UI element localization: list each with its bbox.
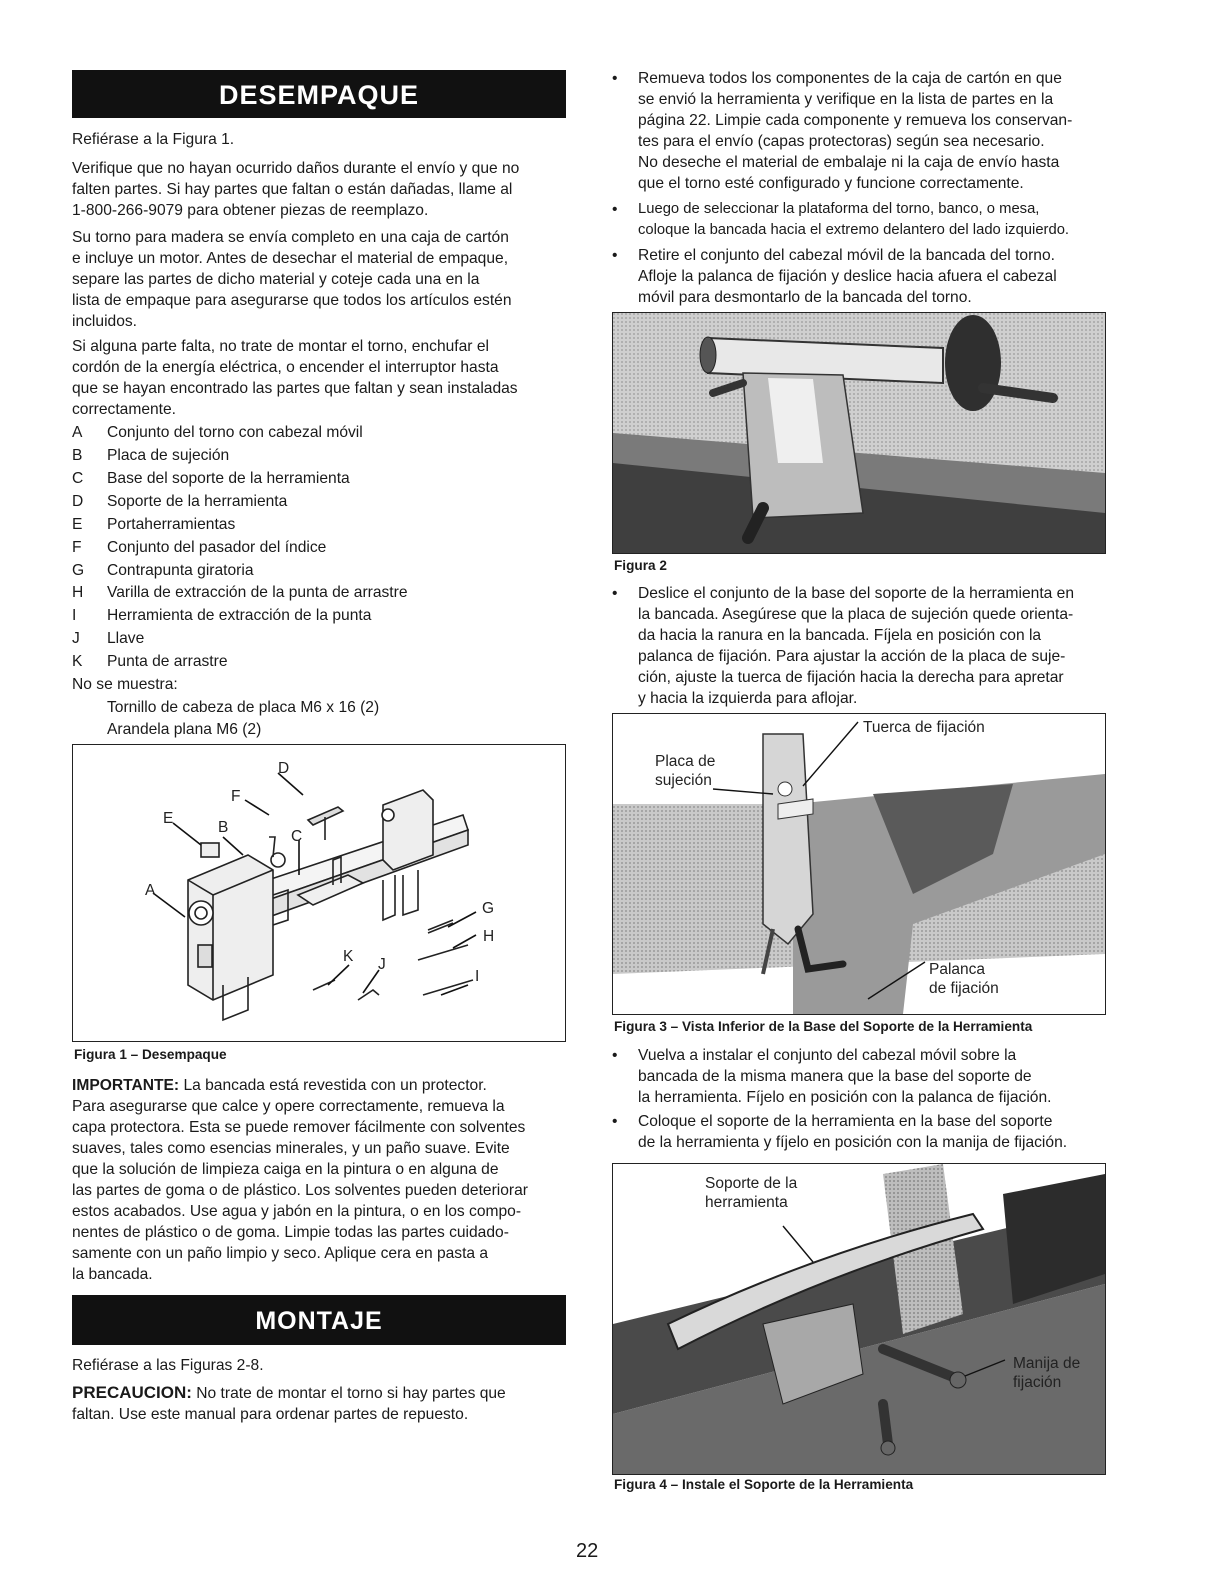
section-banner-montaje xyxy=(72,1295,566,1345)
paragraph: Refiérase a las Figuras 2-8. xyxy=(72,1357,264,1374)
part-letter: J xyxy=(72,630,80,647)
part-letter: E xyxy=(72,516,83,533)
text: La bancada está revestida con un protector. xyxy=(179,1077,487,1094)
part-letter: H xyxy=(72,584,84,601)
line: Verifique que no hayan ocurrido daños durante el envío y que no xyxy=(72,160,520,177)
bullet-text xyxy=(638,1045,1051,1108)
line: tes para el envío (capas protectoras) según sea necesario. xyxy=(638,133,1045,150)
line: Afloje la palanca de fijación y deslice hacia afuera el cabezal xyxy=(638,268,1057,285)
line: se envió la herramienta y verifique en la lista de partes en la xyxy=(638,91,1054,108)
bullet-icon: • xyxy=(612,1047,618,1064)
line: fijación xyxy=(1013,1374,1062,1391)
line: Remueva todos los componentes de la caja de cartón en que xyxy=(638,70,1062,87)
callout-letter: C xyxy=(291,828,303,845)
not-shown-item: Tornillo de cabeza de placa M6 x 16 (2) xyxy=(107,699,380,716)
line: Manija de xyxy=(1013,1355,1081,1372)
line: Palanca xyxy=(929,961,986,978)
part-label: Soporte de la herramienta xyxy=(107,493,288,510)
page-number: 22 xyxy=(576,1540,599,1562)
line: correctamente. xyxy=(72,401,177,418)
bullet-text xyxy=(638,68,1072,194)
callout-letter: G xyxy=(482,900,495,917)
label-manija xyxy=(1013,1354,1080,1392)
label-tuerca: Tuerca de fijación xyxy=(863,719,985,736)
line: Si alguna parte falta, no trate de montar el torno, enchufar el xyxy=(72,338,489,355)
bullet-text xyxy=(638,199,1069,241)
callout-letter: F xyxy=(231,788,241,805)
line: separe las partes de dicho material y coteje cada una en la xyxy=(72,271,480,288)
line xyxy=(72,1382,572,1404)
important-paragraph xyxy=(72,1075,572,1285)
line: que el torno esté configurado y funcione correctamente. xyxy=(638,175,1024,192)
line: nentes de plástico o de goma. Limpie todas las partes cuidado- xyxy=(72,1224,509,1241)
part-label: Conjunto del torno con cabezal móvil xyxy=(107,424,363,441)
line: faltan. Use este manual para ordenar partes de repuesto. xyxy=(72,1406,469,1423)
paragraph xyxy=(72,158,572,221)
callout-letter: D xyxy=(278,760,290,777)
line: la bancada. Asegúrese que la placa de sujeción quede orienta- xyxy=(638,606,1074,623)
line: suaves, tales como esencias minerales, y un paño suave. Evite xyxy=(72,1140,510,1157)
callout-letter: B xyxy=(218,819,229,836)
part-label: Portaherramientas xyxy=(107,516,236,533)
callout-letter: E xyxy=(163,810,174,827)
line: coloque la bancada hacia el extremo delantero del lado izquierdo. xyxy=(638,222,1070,238)
label-placa xyxy=(655,752,715,790)
part-letter: A xyxy=(72,424,83,441)
bullet-icon: • xyxy=(612,247,618,264)
line: bancada de la misma manera que la base del soporte de xyxy=(638,1068,1032,1085)
part-label: Herramienta de extracción de la punta xyxy=(107,607,372,624)
bullet-icon: • xyxy=(612,70,618,87)
line: Luego de seleccionar la plataforma del torno, banco, o mesa, xyxy=(638,201,1040,217)
line: ción, ajuste la tuerca de fijación hacia la derecha para apretar xyxy=(638,669,1064,686)
line: e incluye un motor. Antes de desechar el material de empaque, xyxy=(72,250,509,267)
line: la herramienta. Fíjelo en posición con la palanca de fijación. xyxy=(638,1089,1052,1106)
text: No trate de montar el torno si hay partes que xyxy=(191,1385,506,1402)
line: y hacia la izquierda para aflojar. xyxy=(638,690,858,707)
part-label: Varilla de extracción de la punta de arrastre xyxy=(107,584,408,601)
line: Coloque el soporte de la herramienta en la base del soporte xyxy=(638,1113,1053,1130)
part-letter: I xyxy=(72,607,77,624)
line: palanca de fijación. Para ajustar la acción de la placa de suje- xyxy=(638,648,1066,665)
part-letter: B xyxy=(72,447,83,464)
figure-1-caption: Figura 1 – Desempaque xyxy=(74,1047,227,1062)
figure-3-caption: Figura 3 – Vista Inferior de la Base del Soporte de la Herramienta xyxy=(614,1019,1033,1034)
not-shown-item: Arandela plana M6 (2) xyxy=(107,721,262,738)
part-label: Contrapunta giratoria xyxy=(107,562,254,579)
part-letter: C xyxy=(72,470,84,487)
line: Placa de xyxy=(655,753,716,770)
paragraph: Refiérase a la Figura 1. xyxy=(72,131,235,148)
label-palanca xyxy=(929,960,999,998)
part-letter: G xyxy=(72,562,85,579)
line: lista de empaque para asegurarse que todos los artículos estén xyxy=(72,292,512,309)
line: Su torno para madera se envía completo en una caja de cartón xyxy=(72,229,509,246)
figure-3-box xyxy=(612,713,1106,1015)
line: samente con un paño limpio y seco. Aplique cera en pasta a xyxy=(72,1245,489,1262)
line: página 22. Limpie cada componente y remueva los conservan- xyxy=(638,112,1073,129)
paragraph xyxy=(72,336,572,420)
line: Soporte de la xyxy=(705,1175,798,1192)
line: Deslice el conjunto de la base del soporte de la herramienta en xyxy=(638,585,1075,602)
line: No deseche el material de embalaje ni la caja de envío hasta xyxy=(638,154,1060,171)
line: que se hayan encontrado las partes que faltan y sean instaladas xyxy=(72,380,518,397)
part-label: Punta de arrastre xyxy=(107,653,228,670)
line: Para asegurarse que calce y opere correctamente, remueva la xyxy=(72,1098,505,1115)
section-title: DESEMPAQUE xyxy=(218,80,420,110)
line: Retire el conjunto del cabezal móvil de la bancada del torno. xyxy=(638,247,1055,264)
figure-4-box xyxy=(612,1163,1106,1475)
line xyxy=(72,1075,572,1096)
callout-letter: I xyxy=(475,968,480,985)
bullet-text xyxy=(638,583,1074,709)
line: sujeción xyxy=(655,772,712,789)
part-letter: K xyxy=(72,653,83,670)
bullet-text xyxy=(638,245,1057,308)
line: estos acabados. Use agua y jabón en la pintura, o en los compo- xyxy=(72,1203,522,1220)
line: herramienta xyxy=(705,1194,788,1211)
part-label: Conjunto del pasador del índice xyxy=(107,539,327,556)
line: de la herramienta y fíjelo en posición con la manija de fijación. xyxy=(638,1134,1068,1151)
bullet-icon: • xyxy=(612,201,618,218)
line: cordón de la energía eléctrica, o encender el interruptor hasta xyxy=(72,359,499,376)
caution-paragraph xyxy=(72,1382,572,1425)
bullet-text xyxy=(638,1111,1067,1153)
line: incluidos. xyxy=(72,313,138,330)
callout-letter: K xyxy=(343,948,354,965)
figure-4-caption: Figura 4 – Instale el Soporte de la Herramienta xyxy=(614,1477,914,1492)
figure-2-box xyxy=(612,312,1106,554)
line: las partes de goma o de plástico. Los solventes pueden deteriorar xyxy=(72,1182,528,1199)
bullet-icon: • xyxy=(612,1113,618,1130)
line: Vuelva a instalar el conjunto del cabezal móvil sobre la xyxy=(638,1047,1017,1064)
caution-label: PRECAUCION: xyxy=(72,1383,192,1402)
not-shown-label: No se muestra: xyxy=(72,676,178,693)
line: la bancada. xyxy=(72,1266,153,1283)
line: que la solución de limpieza caiga en la pintura o en alguna de xyxy=(72,1161,499,1178)
part-letter: F xyxy=(72,539,82,556)
bullet-icon: • xyxy=(612,585,618,602)
tailstock-photo xyxy=(613,313,1105,553)
line: falten partes. Si hay partes que faltan o están dañadas, llame al xyxy=(72,181,513,198)
line: 1-800-266-9079 para obtener piezas de reemplazo. xyxy=(72,202,429,219)
part-label: Llave xyxy=(107,630,145,647)
tool-rest-install-photo xyxy=(613,1164,1105,1474)
section-title: MONTAJE xyxy=(255,1307,383,1335)
figure-1-box xyxy=(72,744,566,1042)
section-banner-desempaque xyxy=(72,70,566,118)
part-label: Placa de sujeción xyxy=(107,447,230,464)
callout-letter: A xyxy=(145,882,156,899)
important-label: IMPORTANTE: xyxy=(72,1077,180,1094)
part-label: Base del soporte de la herramienta xyxy=(107,470,350,487)
line: móvil para desmontarlo de la bancada del torno. xyxy=(638,289,972,306)
callout-letter: H xyxy=(483,928,495,945)
line: de fijación xyxy=(929,980,999,997)
line: capa protectora. Esta se puede remover fácilmente con solventes xyxy=(72,1119,526,1136)
paragraph xyxy=(72,227,572,332)
callout-letter: J xyxy=(378,956,386,973)
part-letter: D xyxy=(72,493,84,510)
label-soporte xyxy=(705,1174,797,1212)
line: da hacia la ranura en la bancada. Fíjela en posición con la xyxy=(638,627,1042,644)
figure-2-caption: Figura 2 xyxy=(614,558,667,573)
